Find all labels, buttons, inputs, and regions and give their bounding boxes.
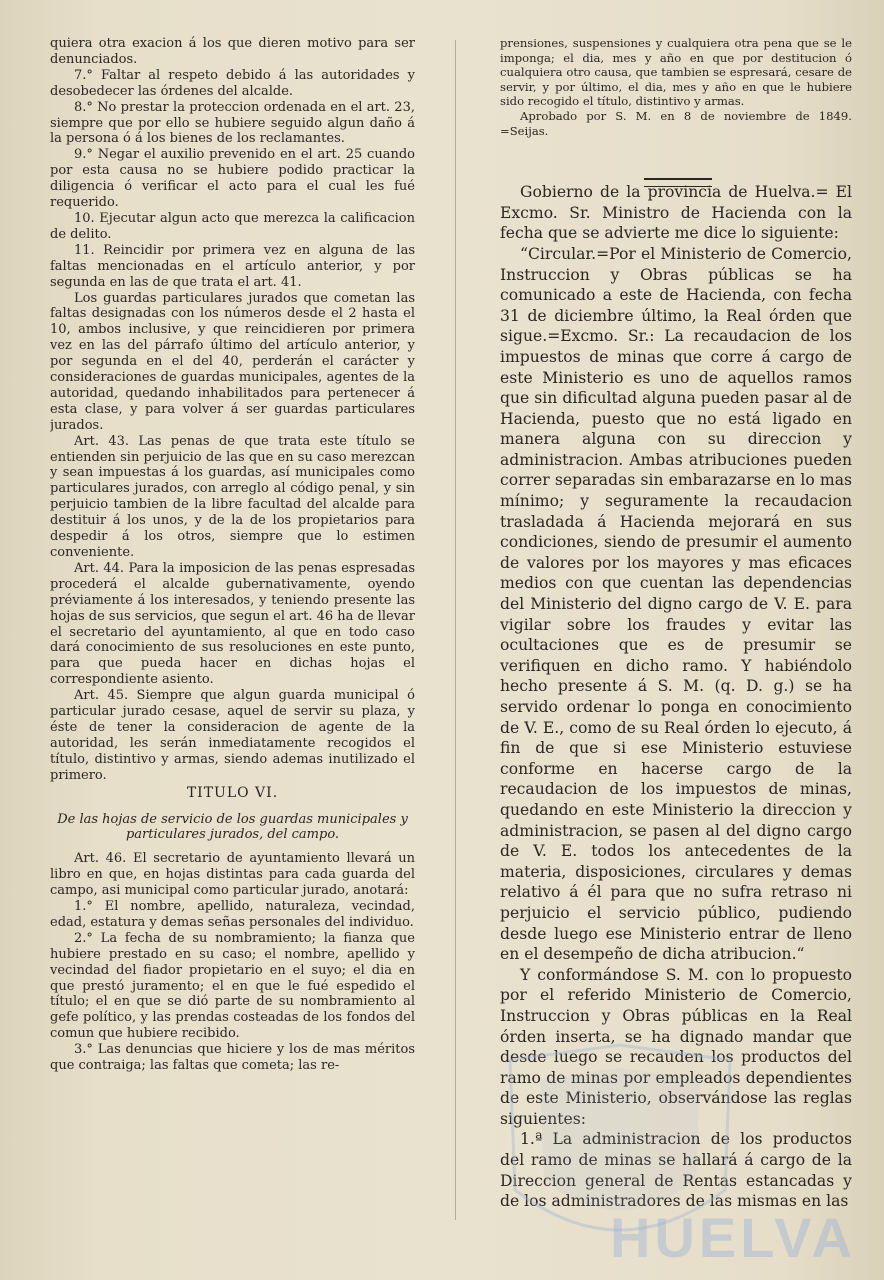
left-paragraph: 7.° Faltar al respeto debido á las autoridades y desobedecer las órdenes del alcalde. <box>50 67 415 99</box>
spacer <box>500 138 852 182</box>
left-paragraph: 8.° No prestar la proteccion ordenada en el art. 23, siempre que por ello se hubiere seguido algun daño á la persona ó á los bienes de los reclamantes. <box>50 99 415 147</box>
section-subtitle: De las hojas de servicio de los guardas municipales y particulares jurados, del campo. <box>57 811 408 843</box>
left-paragraph: 10. Ejecutar algun acto que merezca la calificacion de delito. <box>50 210 415 242</box>
left-paragraph: 11. Reincidir por primera vez en alguna de las faltas mencionadas en el artículo anterior, y por segunda en las de que trata el art. 41. <box>50 242 415 290</box>
left-paragraph: Art. 46. El secretario de ayuntamiento llevará un libro en que, en hojas distintas para cada guarda del campo, asi municipal como particular jurado, anotará: <box>50 851 415 899</box>
left-paragraph: 9.° Negar el auxilio prevenido en el art. 25 cuando por esta causa no se hubiere podido practicar la diligencia ó verificar el acto para el cual les fué requerido. <box>50 147 415 211</box>
section-title: TITULO VI. <box>186 784 279 801</box>
left-paragraph: 2.° La fecha de su nombramiento; la fianza que hubiere prestado en su caso; el nombre, apellido y vecindad del fiador propietario en el suyo; el dia en que prestó juramento; el en que le fué espedido el título; el en que se dió parte de su nombramiento al gefe político, y las prendas costeadas de los fondos del comun que hubiere recibido. <box>50 930 415 1042</box>
left-paragraph: Art. 43. Las penas de que trata este título se entienden sin perjuicio de las que en su caso merezcan y sean impuestas á los guardas, así municipales como particulares jurados, con arreglo al código penal, y sin perjuicio tambien de la libre facultad del alcalde para destituir á los unos, y de la de los propietarios para despedir á los otros, siempre que lo estimen conveniente. <box>50 433 415 560</box>
right-paragraph: Gobierno de la provincia de Huelva.= El Excmo. Sr. Ministro de Hacienda con la fecha que se advierte me dice lo siguiente: <box>500 183 852 243</box>
left-paragraph: Art. 45. Siempre que algun guarda municipal ó particular jurado cesase, aquel de servir su plaza, y éste de tener la consideracion de agente de la autoridad, les serán inmediatamente recogidos el título, distintivo y armas, siendo ademas inutilizado el primero. <box>50 688 415 783</box>
right-column <box>500 36 852 1212</box>
watermark-text: HUELVA <box>610 1206 856 1269</box>
right-paragraph: Y conformándose S. M. con lo propuesto por el referido Ministerio de Comercio, Instruccion y Obras públicas en la Real órden inserta, se ha dignado mandar que desde luego se recauden los productos del ramo de minas por empleados dependientes de este Ministerio, observándose las reglas siguientes: <box>500 965 852 1128</box>
left-paragraph: Art. 44. Para la imposicion de las penas espresadas procederá el alcalde gubernativamente, oyendo préviamente á los interesados, y teniendo presente las hojas de sus servicios, que segun el art. 46 ha de llevar el secretario del ayuntamiento, al que en todo caso dará conocimiento de sus resoluciones en este punto, para que pueda hacer en dichas hojas el correspondiente asiento. <box>50 560 415 688</box>
left-column <box>50 36 415 1074</box>
left-paragraph: 3.° Las denuncias que hiciere y los de mas méritos que contraiga; las faltas que cometa; las re- <box>50 1042 415 1074</box>
right-paragraph: 1.ª La administracion de los productos del ramo de minas se hallará á cargo de la Direccion general de Rentas estancadas y de los administradores de las mismas en las <box>500 1130 852 1211</box>
left-paragraph: quiera otra exacion á los que dieren motivo para ser denunciados. <box>50 36 415 67</box>
right-paragraph: “Circular.=Por el Ministerio de Comercio, Instruccion y Obras públicas se ha comunicado a este de Hacienda, con fecha 31 de diciembre último, la Real órden que sigue.=Excmo. Sr.: La recaudacion de los impuestos de minas que corre á cargo de este Ministerio es uno de aquellos ramos que sin dificultad alguna pueden pasar al de Hacienda, puesto que no está ligado en manera alguna con su direccion y administracion. Ambas atribuciones pueden correr separadas sin embarazarse en lo mas mínimo; y seguramente la recaudacion trasladada á Hacienda mejorará en sus condiciones, siendo de presumir el aumento de valores por los mayores y mas eficaces medios con que cuentan las dependencias del Ministerio del digno cargo de V. E. para vigilar sobre los fraudes y evitar las ocultaciones que es de presumir se verifiquen en dicho ramo. Y habiéndolo hecho presente á S. M. (q. D. g.) se ha servido ordenar lo ponga en conocimiento de V. E., como de su Real órden lo ejecuto, á fin de que si ese Ministerio estuviese conforme en hacerse cargo de la recaudacion de los impuestos de minas, quedando en este Ministerio la direccion y administracion, se pasen al del digno cargo de V. E. todos los antecedentes de la materia, disposiciones, circulares y demas relativo á él para que no sufra retraso ni perjuicio el servicio público, pudiendo desde luego ese Ministerio entrar de lleno en el desempeño de dicha atribucion.“ <box>500 244 852 964</box>
right-small-paragraph: prensiones, suspensiones y cualquiera otra pena que se le imponga; el dia, mes y año en que por destitucion ó cualquiera otro causa, que tambien se espresará, cesare de servir, y por último, el dia, mes y año en que le hubiere sido recogido el título, distintivo y armas. <box>500 36 852 109</box>
left-paragraph: 1.° El nombre, apellido, naturaleza, vecindad, edad, estatura y demas señas personales del individuo. <box>50 899 415 930</box>
approval-line: Aprobado por S. M. en 8 de noviembre de 1849. =Seijas. <box>500 108 852 138</box>
column-divider <box>455 40 456 1220</box>
left-paragraph: Los guardas particulares jurados que cometan las faltas designadas con los números desde el 2 hasta el 10, ambos inclusive, y que reincidieren por primera vez en las del párrafo último del artículo anterior, y por segunda en el del 40, perderán el carácter y consideraciones de guardas municipales, agentes de la autoridad, quedando inhabilitados para pertenecer á esta clase, y para volver á ser guardas particulares jurados. <box>50 290 415 433</box>
separator-rule <box>644 178 712 187</box>
